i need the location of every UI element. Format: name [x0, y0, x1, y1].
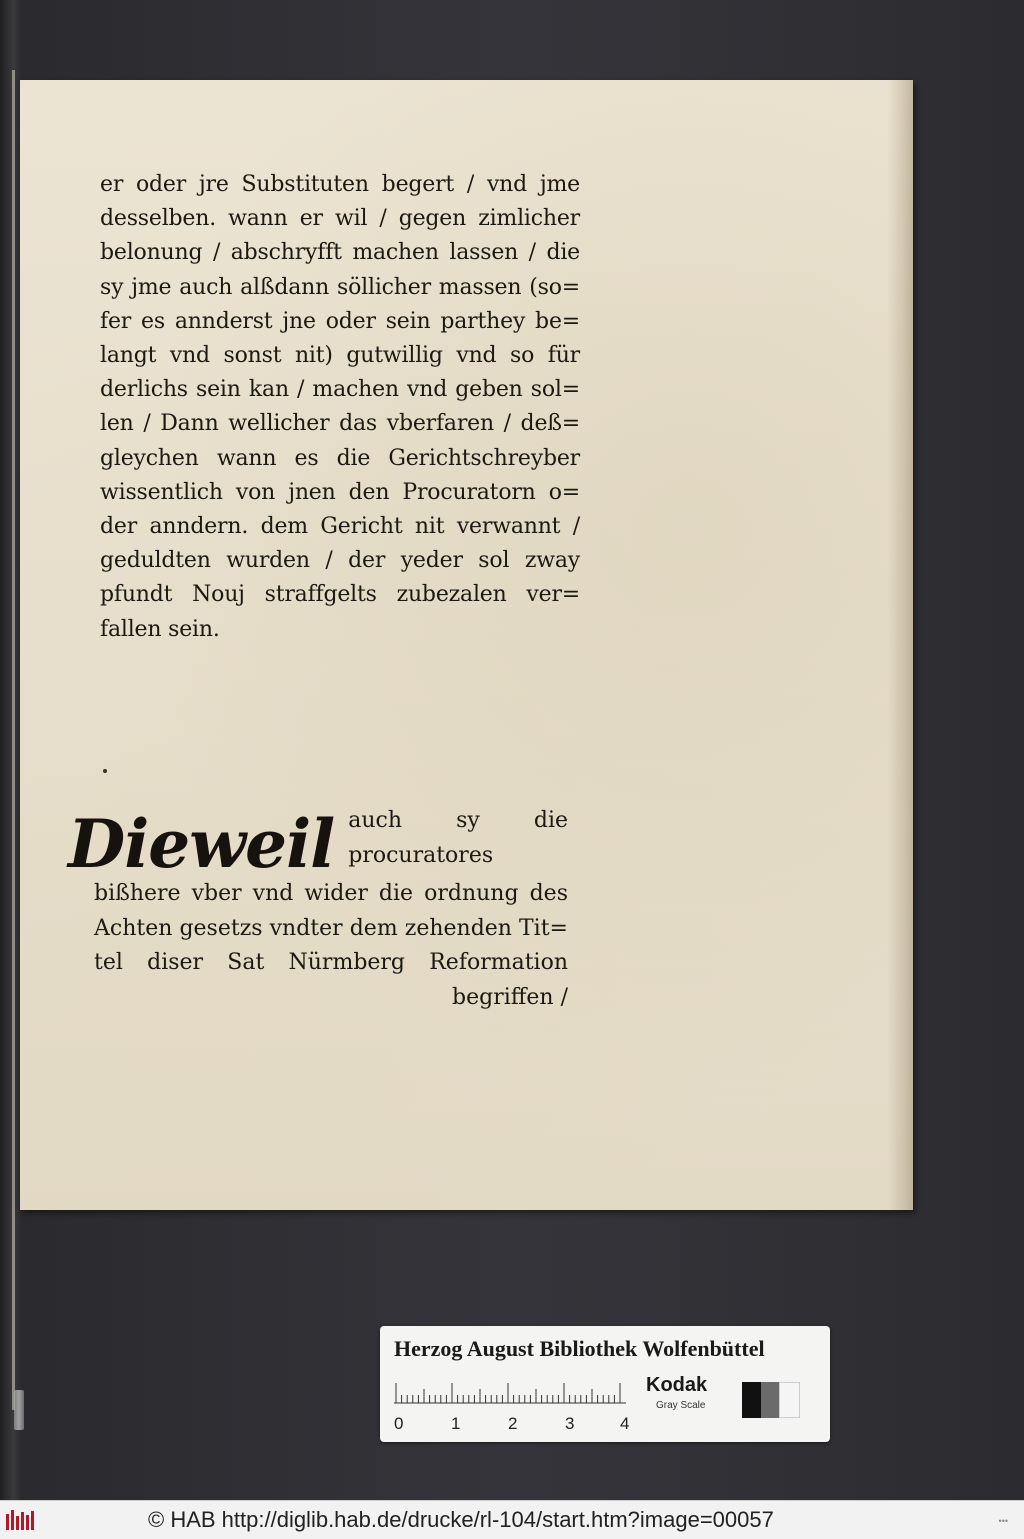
- gray-scale-patches: [742, 1382, 800, 1418]
- ruler-number: 2: [508, 1414, 518, 1433]
- text-line: fallen sein.: [100, 616, 220, 642]
- text-line: tel diser Sat Nürmberg Reformation: [94, 950, 568, 975]
- text-line: geduldten wurden / der yeder sol zway: [100, 548, 580, 574]
- footer-dots: •••: [998, 1516, 1008, 1526]
- gray-patch: [742, 1382, 761, 1418]
- section-paragraph: [68, 804, 568, 1015]
- ink-speck: [103, 769, 107, 773]
- ruler-labels: [380, 1414, 640, 1434]
- previous-page-edge: [0, 0, 22, 1500]
- text-line: bißhere vber vnd wider die ordnung des: [94, 881, 568, 906]
- card-title: Herzog August Bibliothek Wolfenbüttel: [394, 1336, 765, 1361]
- text-line: len / Dann wellicher das vberfaren / deß=: [100, 411, 580, 437]
- text-line: sy jme auch alßdann söllicher massen (so=: [100, 274, 580, 300]
- footer-bar: [0, 1500, 1024, 1539]
- text-line: der anndern. dem Gericht nit verwannt /: [100, 514, 580, 540]
- initial-word: Dieweil: [68, 805, 335, 883]
- ruler-number: 3: [565, 1414, 575, 1433]
- text-line: Achten gesetzs vndter dem zehenden Tit=: [94, 915, 568, 941]
- body-text: [100, 168, 580, 647]
- text-line: langt vnd sonst nit) gutwillig vnd so für: [100, 343, 580, 369]
- gray-patch: [779, 1382, 800, 1418]
- text-line: belonung / abschryfft machen lassen / die: [100, 240, 580, 266]
- text-line: er oder jre Substituten begert / vnd jme: [100, 172, 580, 197]
- text-line: derlichs sein kan / machen vnd geben sol=: [100, 377, 580, 403]
- ruler-number: 4: [620, 1414, 630, 1433]
- text-line: fer es annderst jne oder sein parthey be=: [100, 308, 580, 334]
- ruler-number: 1: [451, 1414, 461, 1433]
- text-line: begriffen /: [452, 984, 568, 1010]
- copyright-url[interactable]: © HAB http://diglib.hab.de/drucke/rl-104/start.htm?image=00057: [148, 1507, 774, 1532]
- text-line: wissentlich von jnen den Procuratorn o=: [100, 479, 580, 505]
- hab-logo-icon: [6, 1510, 38, 1530]
- gray-scale-label: Gray Scale: [656, 1400, 706, 1411]
- text-line: pfundt Nouj straffgelts zubezalen ver=: [100, 582, 580, 608]
- section-lines: [68, 877, 568, 1015]
- kodak-logo: Kodak: [646, 1374, 708, 1396]
- gray-patch: [761, 1382, 780, 1418]
- text-line: auch sy die procuratores: [348, 808, 568, 868]
- ruler-scale: [394, 1374, 626, 1404]
- page-clip: [14, 1390, 24, 1430]
- color-target-card: [380, 1326, 830, 1442]
- section-opening: [68, 804, 568, 883]
- text-line: gleychen wann es die Gerichtschreyber: [100, 445, 580, 471]
- ruler-number: 0: [394, 1414, 404, 1433]
- text-line: desselben. wann er wil / gegen zimlicher: [100, 206, 580, 232]
